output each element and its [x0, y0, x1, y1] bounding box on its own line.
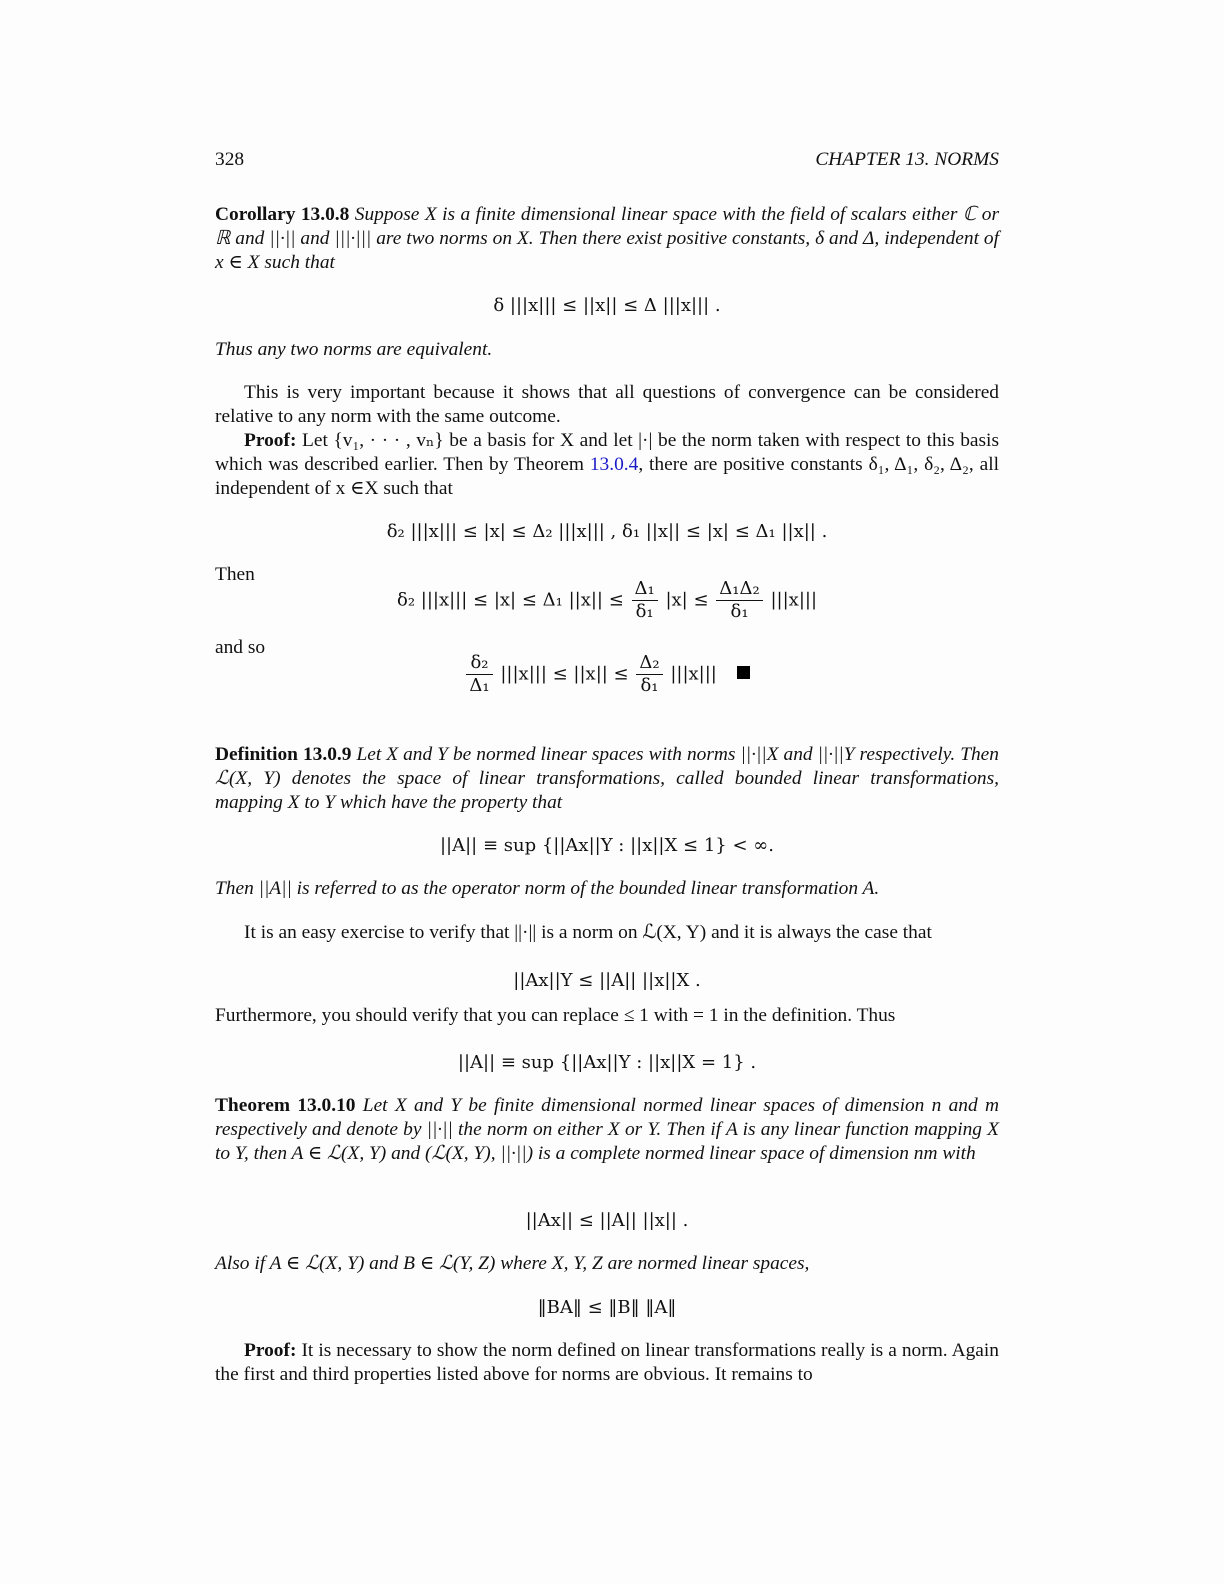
- corollary-label: Corollary 13.0.8: [215, 204, 350, 225]
- eq3-fraction-1: [466, 652, 492, 697]
- theorem-13-0-4-link[interactable]: 13.0.4: [589, 454, 639, 475]
- corollary-13-0-8: [215, 203, 999, 275]
- proof-text-before-link: Let {v₁, · · · , vₙ} be a basis for X and let |·| be the norm taken with respect to this basis which was described earlier. Then by Theorem: [215, 430, 999, 475]
- eq3-fraction-2: [636, 652, 662, 697]
- definition-equation: ||A|| ≡ sup {||Ax||Y : ||x||X ≤ 1} < ∞.: [439, 835, 774, 856]
- furthermore-paragraph: Furthermore, you should verify that you can replace ≤ 1 with = 1 in the definition. Thus: [215, 1005, 896, 1026]
- proof-equation-3: [215, 652, 999, 697]
- eq3-mid: |||x||| ≤ ||x|| ≤: [500, 663, 629, 685]
- corollary-conclusion: Thus any two norms are equivalent.: [215, 339, 493, 360]
- proof-label: Proof:: [244, 430, 297, 451]
- corollary-statement: [215, 203, 999, 275]
- eq3-frac1-den: Δ₁: [469, 675, 490, 696]
- eq2-fraction-1: [632, 578, 658, 623]
- eq3-right: |||x|||: [670, 663, 717, 685]
- theorem-equation-1: ||Ax|| ≤ ||A|| ||x|| .: [525, 1210, 689, 1231]
- eq2-frac1-den: δ₁: [635, 601, 654, 622]
- theorem-label: Theorem 13.0.10: [215, 1095, 356, 1116]
- theorem-13-0-10: [215, 1094, 999, 1166]
- eq2-mid: |x| ≤: [665, 589, 709, 611]
- proof-theorem: [215, 1339, 999, 1387]
- proof2-label: Proof:: [244, 1340, 297, 1361]
- proof-corollary: [215, 429, 999, 501]
- definition-conclusion: Then ||A|| is referred to as the operator norm of the bounded linear transformation A.: [215, 878, 880, 899]
- eq3-frac2-num: Δ₂: [636, 652, 662, 675]
- eq2-frac2-den: δ₁: [730, 601, 749, 622]
- eq2-left: δ₂ |||x||| ≤ |x| ≤ Δ₁ ||x|| ≤: [396, 589, 624, 611]
- eq2-right: |||x|||: [770, 589, 818, 611]
- exercise-equation: ||Ax||Y ≤ ||A|| ||x||X .: [513, 970, 701, 991]
- corollary-equation: δ |||x||| ≤ ||x|| ≤ Δ |||x||| .: [493, 295, 721, 316]
- corollary-text: Suppose X is a finite dimensional linear space with the field of scalars either ℂ or ℝ and ||·|| and |||·||| are two norms on X. Then there exist positive constants, δ and Δ, independent of x ∈ X such that: [215, 204, 999, 273]
- theorem-equation-2: ‖BA‖ ≤ ‖B‖ ‖A‖: [537, 1297, 677, 1318]
- exercise-paragraph: It is an easy exercise to verify that ||·|| is a norm on ℒ(X, Y) and it is always the case that: [244, 922, 932, 943]
- proof-equation-2: [215, 578, 999, 623]
- proof-equation-1: δ₂ |||x||| ≤ |x| ≤ Δ₂ |||x||| , δ₁ ||x|| ≤ |x| ≤ Δ₁ ||x|| .: [386, 521, 828, 542]
- proof2-text: It is necessary to show the norm defined on linear transformations really is a norm. Again the first and third properties listed above for norms are obvious. It remains to: [215, 1340, 999, 1385]
- definition-text: Let X and Y be normed linear spaces with norms ||·||X and ||·||Y respectively. Then ℒ(X, Y) denotes the space of linear transformations, called bounded linear transformations, mapping X to Y which have the property that: [215, 744, 999, 813]
- qed-square-icon: [737, 666, 750, 679]
- eq3-frac2-den: δ₁: [640, 675, 659, 696]
- theorem-text: Let X and Y be finite dimensional normed linear spaces of dimension n and m respectively and denote by ||·|| the norm on either X or Y. Then if A is any linear function mapping X to Y, then A ∈ ℒ(X, Y) and (ℒ(X, Y), ||·||) is a complete normed linear space of dimension nm with: [215, 1095, 999, 1164]
- eq3-frac1-num: δ₂: [466, 652, 492, 675]
- then-label: Then: [215, 564, 255, 585]
- theorem-also-text: Also if A ∈ ℒ(X, Y) and B ∈ ℒ(Y, Z) where X, Y, Z are normed linear spaces,: [215, 1253, 810, 1274]
- running-chapter-title: CHAPTER 13. NORMS: [815, 149, 999, 170]
- page-header: [215, 148, 999, 172]
- furthermore-equation: ||A|| ≡ sup {||Ax||Y : ||x||X = 1} .: [457, 1052, 757, 1073]
- importance-paragraph: This is very important because it shows that all questions of convergence can be considered relative to any norm with the same outcome.: [215, 382, 999, 427]
- proof-text-after-link: , there are positive constants δ₁, Δ₁, δ₂, Δ₂, all independent of x ∈X such that: [215, 454, 999, 499]
- and-so-label: and so: [215, 637, 266, 658]
- eq2-frac1-num: Δ₁: [632, 578, 658, 601]
- definition-label: Definition 13.0.9: [215, 744, 352, 765]
- definition-13-0-9: [215, 743, 999, 815]
- eq2-fraction-2: [716, 578, 762, 623]
- page-number: 328: [215, 149, 245, 170]
- eq2-frac2-num: Δ₁Δ₂: [716, 578, 762, 601]
